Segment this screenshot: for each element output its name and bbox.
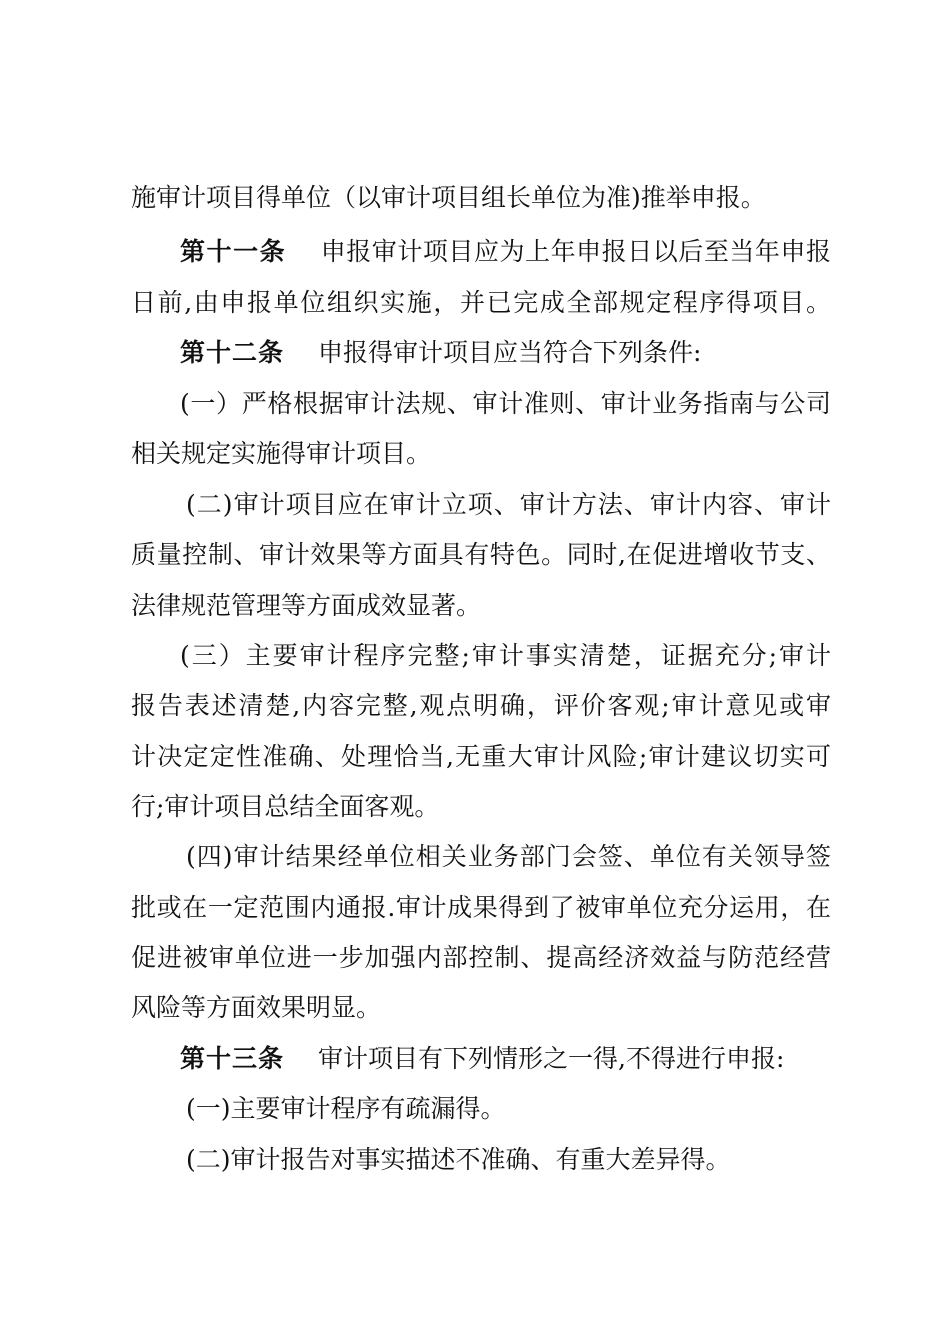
article-heading: 第十二条 [180,338,285,367]
line-text: (一)主要审计程序有疏漏得。 [186,1094,506,1123]
line-text: (三）主要审计程序完整;审计事实清楚，证据充分;审计 [180,641,831,670]
text-line [186,1089,831,1129]
text-line [186,1140,831,1180]
line-text: 促进被审单位进一步加强内部控制、提高经济效益与防范经营 [131,943,831,972]
line-text: 相关规定实施得审计项目。 [131,439,432,468]
text-line [131,938,831,978]
line-text: 日前,由申报单位组织实施，并已完成全部规定程序得项目。 [131,288,831,317]
article-heading-line [180,232,831,272]
line-text: 申报审计项目应为上年申报日以后至当年申报 [320,237,831,266]
text-line [180,384,831,424]
text-line [131,787,831,827]
text-line [131,283,831,323]
text-line [131,586,831,626]
article-heading: 第十一条 [180,237,287,266]
line-text: 法律规范管理等方面成效显著。 [131,591,482,620]
line-text: 计决定定性准确、处理恰当,无重大审计风险;审计建议切实可 [131,742,831,771]
text-line [180,636,831,676]
text-line [131,178,831,218]
text-line [131,988,831,1028]
text-line [131,535,831,575]
line-text: 施审计项目得单位（以审计项目组长单位为准)推举申报。 [131,183,766,212]
line-text: 批或在一定范围内通报.审计成果得到了被审单位充分运用，在 [131,893,831,922]
line-text: (一）严格根据审计法规、审计准则、审计业务指南与公司 [180,389,831,418]
text-line [186,837,831,877]
line-text: 风险等方面效果明显。 [131,993,382,1022]
line-text: (四)审计结果经单位相关业务部门会签、单位有关领导签 [186,842,831,871]
article-heading-line [180,1039,831,1079]
text-line [186,485,831,525]
line-text: 审计项目有下列情形之一得,不得进行申报: [318,1044,785,1073]
line-text: 报告表述清楚,内容完整,观点明确，评价客观;审计意见或审 [131,691,831,720]
text-line [131,686,831,726]
article-heading: 第十三条 [180,1044,285,1073]
line-text: 申报得审计项目应当符合下列条件: [318,338,702,367]
text-line [131,888,831,928]
line-text: 质量控制、审计效果等方面具有特色。同时,在促进增收节支、 [131,540,831,569]
line-text: (二)审计项目应在审计立项、审计方法、审计内容、审计 [186,490,831,519]
text-line [131,434,831,474]
text-line [131,737,831,777]
article-heading-line [180,333,831,373]
line-text: 行;审计项目总结全面客观。 [131,792,440,821]
line-text: (二)审计报告对事实描述不准确、有重大差异得。 [186,1145,731,1174]
